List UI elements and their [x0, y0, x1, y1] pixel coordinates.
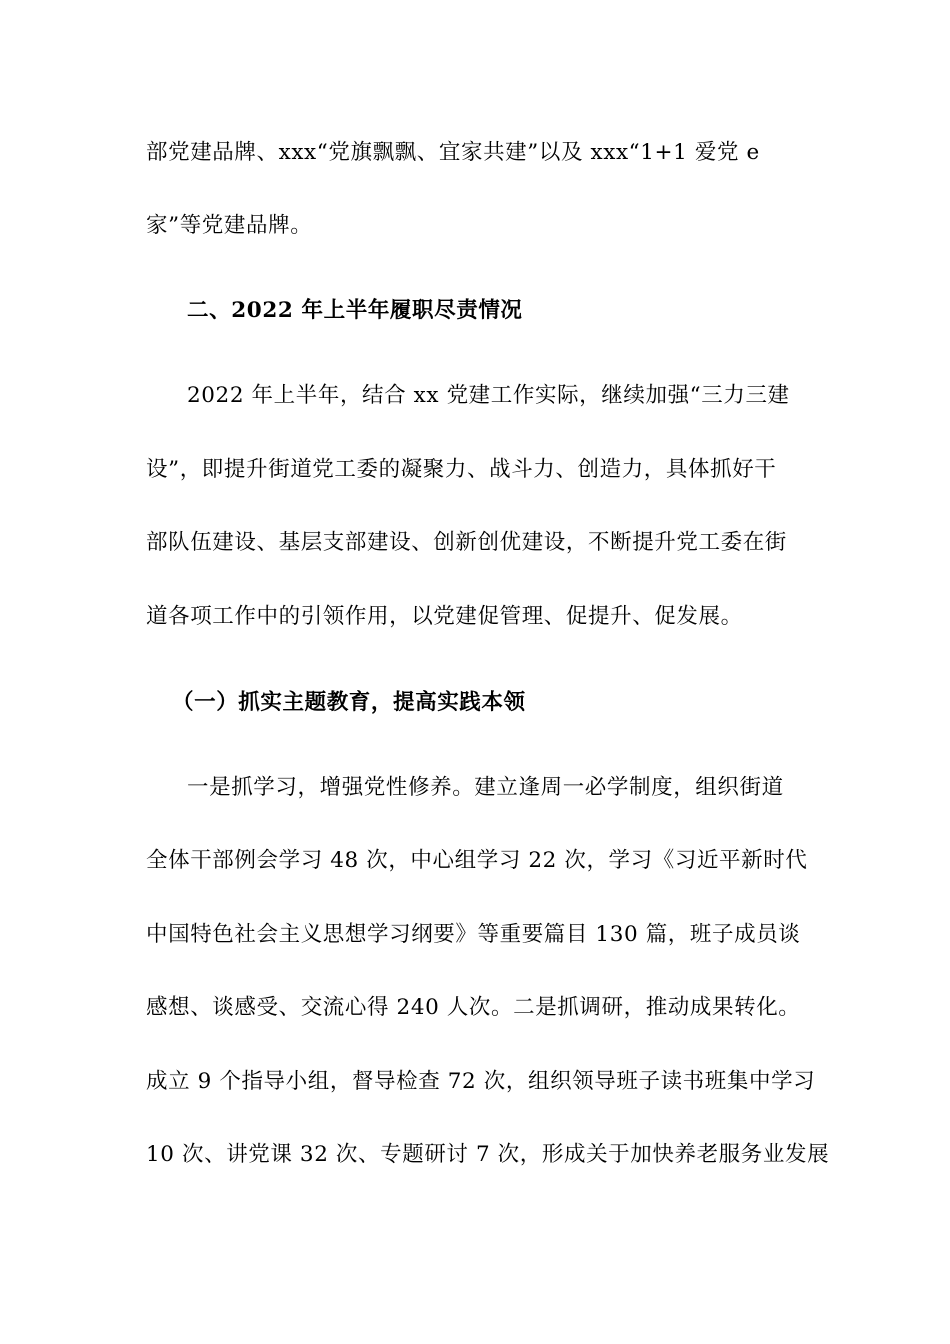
- paragraph-line: 中国特色社会主义思想学习纲要》等重要篇目 130 篇，班子成员谈: [146, 922, 801, 947]
- section-heading: 二、2022 年上半年履职尽责情况: [187, 298, 523, 323]
- subsection-heading: （一）抓实主题教育，提高实践本领: [172, 690, 526, 715]
- paragraph-line: 设”，即提升街道党工委的凝聚力、战斗力、创造力，具体抓好干: [146, 457, 777, 482]
- paragraph-line: 10 次、讲党课 32 次、专题研讨 7 次，形成关于加快养老服务业发展: [146, 1142, 830, 1167]
- paragraph-line: 感想、谈感受、交流心得 240 人次。二是抓调研，推动成果转化。: [146, 995, 801, 1020]
- paragraph-line: 2022 年上半年，结合 xx 党建工作实际，继续加强“三力三建: [187, 383, 790, 408]
- paragraph-line: 一是抓学习，增强党性修养。建立逢周一必学制度，组织街道: [187, 775, 784, 800]
- paragraph-line: 部党建品牌、xxx“党旗飘飘、宜家共建”以及 xxx“1+1 爱党 e: [146, 140, 760, 165]
- paragraph-line: 家”等党建品牌。: [146, 213, 313, 238]
- paragraph-line: 部队伍建设、基层支部建设、创新创优建设，不断提升党工委在街: [146, 530, 787, 555]
- paragraph-line: 道各项工作中的引领作用，以党建促管理、促提升、促发展。: [146, 604, 743, 629]
- paragraph-line: 全体干部例会学习 48 次，中心组学习 22 次，学习《习近平新时代: [146, 848, 808, 873]
- paragraph-line: 成立 9 个指导小组，督导检查 72 次，组织领导班子读书班集中学习: [146, 1069, 816, 1094]
